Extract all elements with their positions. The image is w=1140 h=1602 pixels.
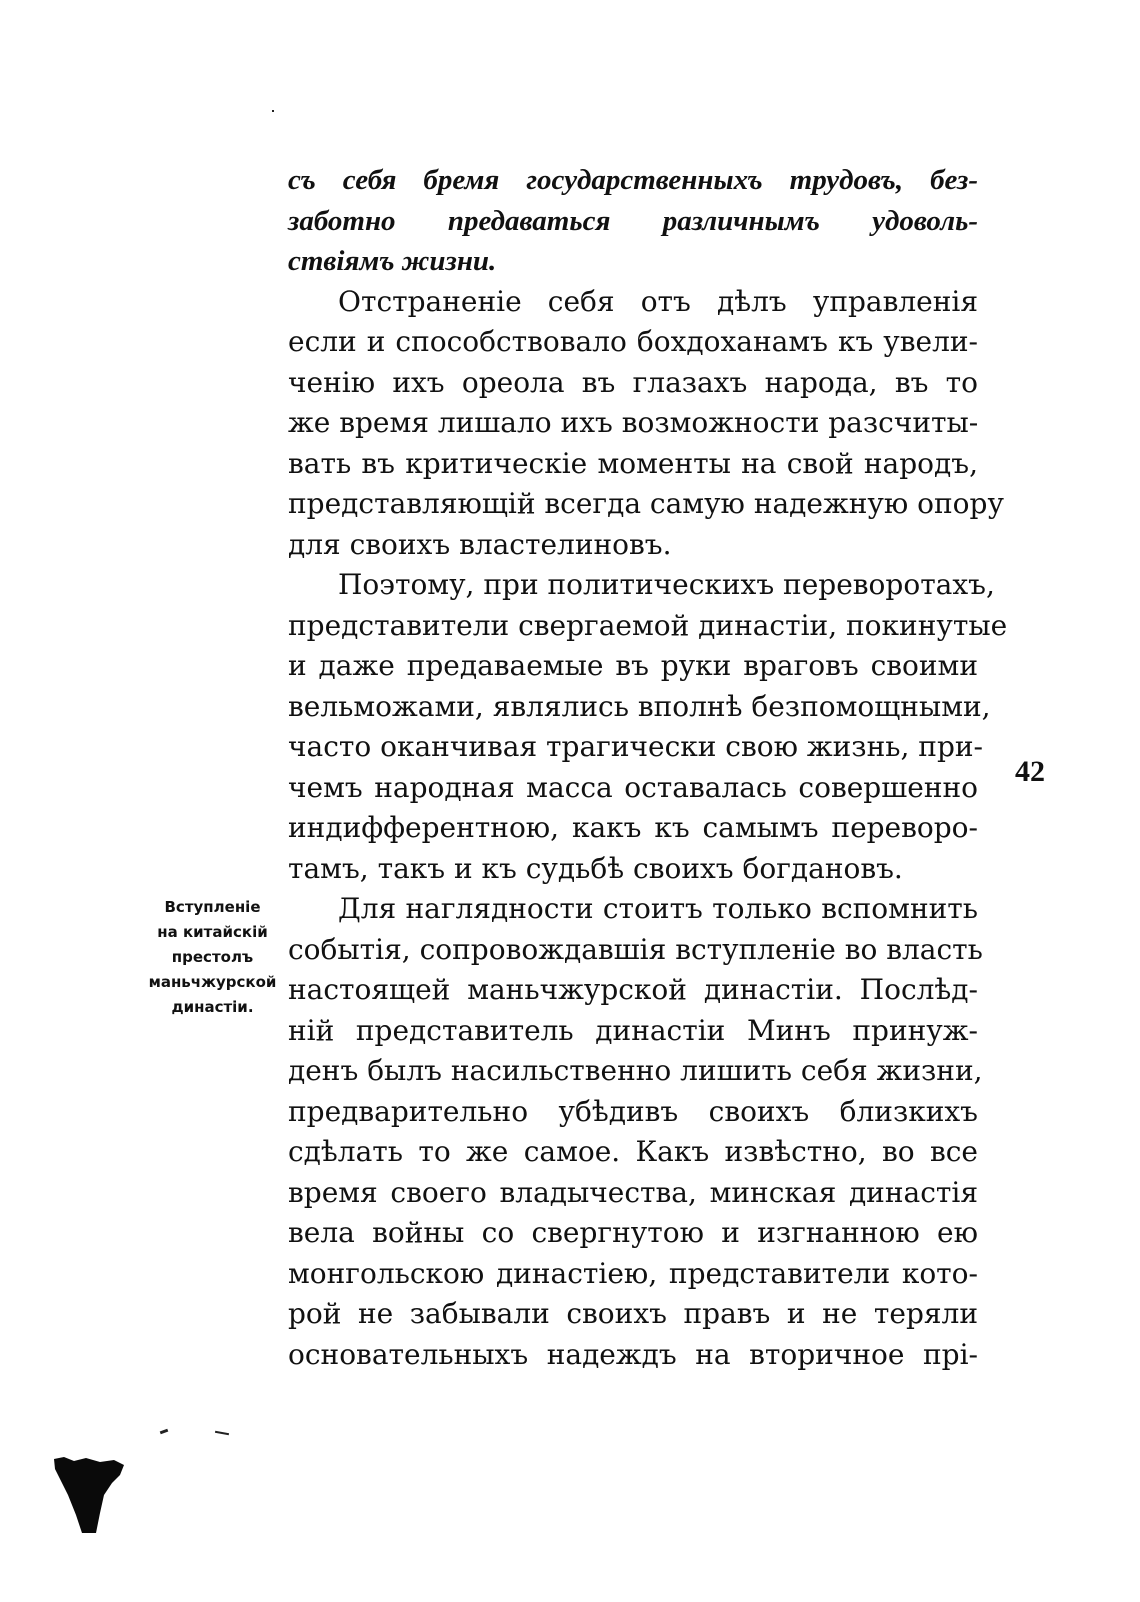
scan-speck (272, 110, 274, 112)
scan-speck (160, 1429, 169, 1435)
margin-note-line: на китайскій (157, 923, 268, 941)
text-line: же время лишало ихъ возможности разсчиты- (288, 406, 979, 439)
text-line: чемъ народная масса оставалась совершенно (288, 770, 978, 804)
text-line: вельможами, являлись вполнѣ безпомощными, (288, 689, 991, 723)
margin-note-line: престолъ (171, 948, 254, 966)
text-line: тамъ, такъ и къ судьбѣ своихъ богдановъ. (288, 851, 903, 885)
text-line: если и способствовало бохдоханамъ къ увели- (288, 325, 978, 358)
text-line: событія, сопровождавшія вступленіе во власть (288, 932, 983, 966)
text-line: время своего владычества, минская династія (288, 1175, 978, 1209)
paragraph-4 (288, 889, 983, 1375)
text-line: вать въ критическіе моменты на свой народъ, (288, 446, 978, 480)
paragraph-2 (288, 282, 1004, 566)
text-line: предварительно убѣдивъ своихъ близкихъ (288, 1094, 978, 1128)
text-line: денъ былъ насильственно лишить себя жизни, (288, 1054, 983, 1087)
text-line: часто оканчивая трагически свою жизнь, при- (288, 730, 983, 763)
scan-blot (52, 1455, 132, 1535)
text-line: Для наглядности стоитъ только вспомнить (338, 892, 978, 925)
text-line: настоящей маньчжурской династіи. Послѣд- (288, 973, 978, 1006)
page-number: 42 (1015, 755, 1045, 788)
text-line: и даже предаваемые въ руки враговъ своими (288, 649, 978, 682)
margin-note (140, 895, 285, 1020)
text-line: представители свергаемой династіи, покинутые (288, 608, 1008, 642)
text-line: индифферентною, какъ къ самымъ переворо- (288, 811, 978, 844)
paragraph-1 (288, 160, 978, 282)
margin-note-line: Вступленіе (164, 898, 261, 916)
scan-speck (215, 1431, 229, 1435)
text-line: заботно предаваться различнымъ удоволь- (288, 204, 978, 237)
text-line: монгольскою династіею, представители кото- (288, 1256, 978, 1290)
text-line: вела войны со свергнутою и изгнанною ею (288, 1216, 978, 1249)
text-line: Отстраненіе себя отъ дѣлъ управленія (338, 284, 978, 318)
text-line: рой не забывали своихъ правъ и не теряли (288, 1297, 978, 1330)
body-text (288, 160, 1008, 1375)
text-line: основательныхъ надеждъ на вторичное прі- (288, 1337, 978, 1371)
text-line: ченію ихъ ореола въ глазахъ народа, въ то (288, 365, 978, 399)
text-line: ній представитель династіи Минъ принуж- (288, 1013, 978, 1047)
text-line: ствіямъ жизни. (288, 245, 497, 277)
text-line: для своихъ властелиновъ. (288, 527, 672, 561)
text-line: съ себя бремя государственныхъ трудовъ, без- (288, 164, 978, 196)
text-line: представляющій всегда самую надежную опору (288, 487, 1004, 520)
text-line: Поэтому, при политическихъ переворотахъ, (338, 568, 995, 601)
text-line: сдѣлать то же самое. Какъ извѣстно, во все (288, 1135, 978, 1168)
margin-note-line: династіи. (171, 998, 254, 1016)
margin-note-line: маньчжурской (148, 973, 277, 991)
paragraph-3 (288, 565, 1008, 889)
